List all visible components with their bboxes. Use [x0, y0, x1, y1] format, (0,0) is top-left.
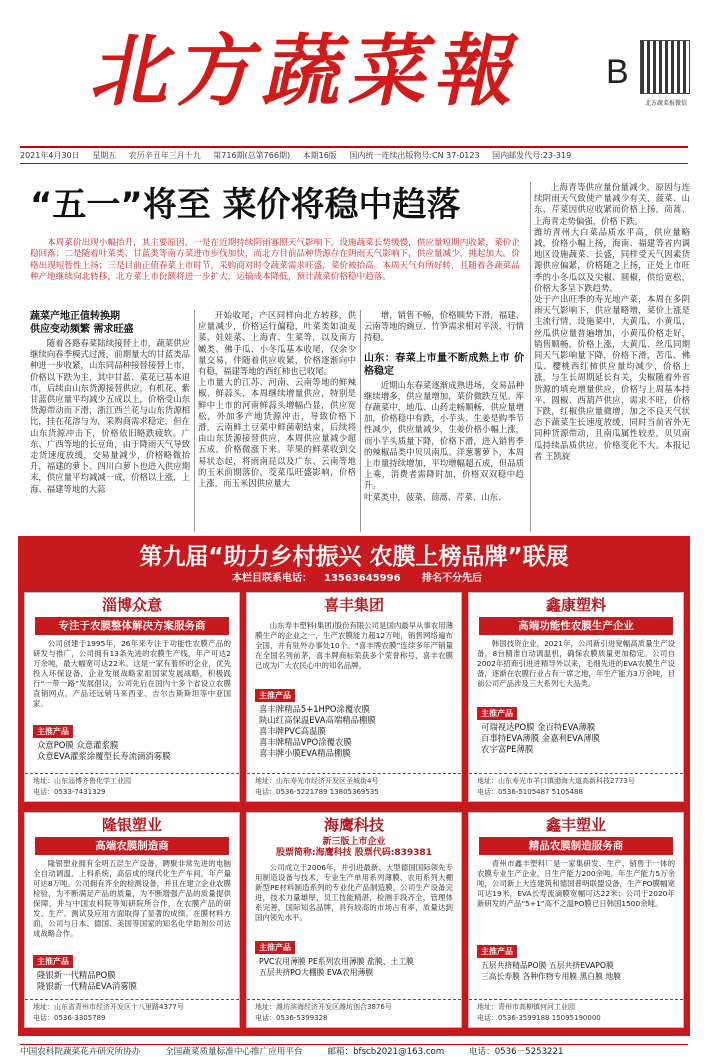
column1-subheading-1: 蔬菜产地正值转换期: [30, 311, 120, 322]
footer-email: 邮箱：bfscb2021@163.com: [327, 1047, 445, 1057]
footer-phone: 电话：0536－5253221: [468, 1047, 564, 1057]
product-item: 隆银新一代精品PO膜: [37, 970, 116, 980]
qr-caption: 北方蔬菜报微信: [644, 100, 687, 107]
company-phone: 电话：0536-3599188 15095190000: [477, 1014, 601, 1022]
product-item: 隆银新一代精品EVA消雾膜: [37, 981, 137, 991]
newspaper-logo-title: 北方蔬菜報: [85, 26, 535, 117]
issue-info-bar: [20, 146, 688, 164]
issue-number: 第716期(总第766期): [213, 151, 291, 160]
company-name: 海鹰科技: [323, 816, 384, 834]
company-intro: 韩国技资企业，2021年，公司新引进宽幅高质量生产设备，8台精准自动调温机，确保农膜质量更加稳定。公司自2002年招商引进进精导外以来，毛细先进的EVA农膜生产设备，逐渐在农膜行业占有一席之地，年生产能力3万余吨，目前公司产品涉及三大系列七大品类。: [477, 639, 675, 688]
article-column-1: [30, 310, 190, 532]
product-item: 陕山红高保温EVA高端精品棚膜: [259, 715, 376, 725]
issue-postal-code: 国内邮发代号:23-319: [492, 151, 572, 160]
product-item: 三高长寿膜 各种作物专用膜 黑白膜 地膜: [481, 972, 621, 981]
product-item: 喜丰牌PVC高温膜: [259, 726, 326, 736]
stock-info: 股票简称:海鹰科技 股票代码:839381: [276, 848, 432, 858]
products-tag: 主推产品: [33, 955, 73, 968]
company-card-longyin: [24, 812, 240, 1028]
company-intro: 公司成立于2006年，并引进最新、大型德国国际领先专用制造设备与技术，专业生产单用系列薄膜、农用系列大棚新型PE材料制造系列的专业化产品制造膜，公司生产设备完进，技术力量雄厚，员工技能精湛，检测手段齐全，管理体系完善，国际知名品牌，具有较高的市场占有率，质量达到国内领先水平。: [255, 863, 453, 922]
page-footer: [20, 1044, 688, 1060]
column3-subheading: 山东：春菜上市量不断成熟上市 价格稳定: [364, 352, 524, 377]
company-contact: [247, 999, 461, 1027]
company-address: 地址：青州市高柳镇何河工业园: [477, 1003, 575, 1011]
company-intro: 公司创建于1995年，26年来专注于功能性农膜产品的研发与推广，公司拥有13条先进的农膜生产线，年产可达2万余吨，最大幅宽可达22米。这是一家有着怀的企业，优先投入环保设备，企业发展战略家祖国家发展战略，积极践行“一带一路”发展倡议，公司先后在国内十多个省设立农膜直销网点，产品还远销马来西亚、吉尔吉斯斯坦等中亚国家。: [33, 639, 231, 708]
products-tag: 主推产品: [477, 945, 517, 958]
article-column-3: [364, 310, 524, 532]
masthead: [0, 0, 708, 148]
company-slogan: 高端农膜制造商: [35, 837, 229, 855]
product-item: 农宇富PE薄膜: [481, 744, 534, 754]
products-tag: 主推产品: [33, 725, 73, 738]
products-tag: 主推产品: [255, 941, 295, 954]
company-contact: [25, 999, 239, 1027]
footer-co-organizer: 中国农科院蔬菜花卉研究所协办: [20, 1047, 141, 1057]
edition-letter: B: [606, 53, 629, 91]
issue-weekday: 星期五: [92, 151, 117, 160]
company-slogan: 高端功能性农膜生产企业: [479, 617, 673, 635]
product-list: [37, 740, 227, 762]
company-address: 地址：山东寿光市羊口镇渤海大道高新科技2773号: [477, 777, 635, 785]
product-list: [481, 722, 671, 755]
company-address: 地址：山东省青州市经济开发区十八里路4377号: [33, 1003, 184, 1011]
product-item: 可瑞视达PO膜 金百特EVA薄膜: [481, 722, 596, 732]
product-item: 众意PO膜 众意灌浆膜: [37, 740, 119, 750]
company-name: 鑫康塑料: [545, 596, 606, 614]
product-item: 众意EVA灌浆涂覆型长寿流滴消雾膜: [37, 751, 171, 761]
column1-body: 随着各路春菜陆续接替上市，蔬菜供应继续向春季模式过渡，前期量大的甘蓝类品种进一步收紧，山东同品种接替接替上市，价格以下跌为主，其中甘蓝、菜花已基本退市，后续由山东货源接替供应，有机花、紫甘蓝供应量平均减少五成以上，价格受山东货源带动而下滑，浙江西兰花与山东货源相比，挂在花溶与为，采购商需求稳定，但在山东货源冲击下，价格依旧略跌疲软。广东、广西等地的长豆角，由于降雨天气导致走货速度放缓，交易量减少，价格略微抬升，福建的萝卜、四川白萝卜也进入供应期末，供应量平均减减一成，价格以上涨，上海、福建等地的大蒜: [30, 338, 190, 494]
product-list: [259, 704, 449, 759]
company-contact: [25, 773, 239, 801]
company-address: 地址：山东淄博齐鲁化学工业园: [33, 777, 131, 785]
product-list: [37, 970, 227, 992]
issue-cn-number: 国内统一连续出版物号:CN 37-0123: [349, 151, 480, 160]
hotline-label: 本栏目联系电话： 13563645996: [231, 573, 401, 584]
column3-body: 近期山东春菜逐渐成熟进场，交易品种继续增多，供应量增加，菜价微跌互见。库存蔬菜中，地瓜、山药走畅顺畅，供应量增加，价格稳中有跌，小芋头、生姜是购季节性减少，供应量减少，生姜价格小幅上涨，而小芋头质量下降，价格下滑，进入销售季的辣椒品类中贝贝南瓜、洋葱薯萝卜，本周上市量持续增加，平均增幅超五成，但品质上乘，消费者需降时加，价格双双稳中趋升。 叶菜类中，菠菜、茼蒿、芹菜、山东、: [364, 379, 524, 502]
company-slogan: 专注于农膜整体解决方案服务商: [35, 617, 229, 635]
issue-date: 2021年4月30日: [20, 151, 80, 160]
product-item: 喜丰牌精品VPO涂覆农膜: [259, 737, 352, 747]
company-contact: [247, 773, 461, 801]
company-address: 地址：山东寿光市经济开发区圣城街4号: [255, 777, 379, 785]
company-slogan: 精品农膜制造服务商: [479, 837, 673, 855]
products-tag: 主推产品: [477, 707, 517, 720]
company-name: 喜丰集团: [323, 596, 384, 614]
column1-subheading-2: 供应变动频繁 需求旺盛: [30, 324, 134, 335]
product-item: 五层共挤PO大棚膜 EVA农用薄膜: [259, 968, 374, 977]
column-divider: [194, 310, 195, 532]
company-name: 隆银塑业: [101, 816, 162, 834]
company-contact: [469, 773, 683, 801]
company-phone: 电话：0536-5105487 5105488: [477, 788, 583, 796]
product-item: 百事特EVA薄膜 金嘉利EVA薄膜: [481, 733, 600, 743]
column-divider: [530, 182, 531, 532]
qr-code-icon: [640, 40, 690, 94]
lead-paragraph: 本周菜价出现小幅抬升，其主要原因，一是在近期持续阴雨寡照天气影响下，设施蔬菜长势缓慢，供应量短期内收紧，菜价企稳回落；二是随着叶菜类、甘蓝类等南方菜进市步伐加快，而北方目前品种货源存在阴雨天气影响下，供应量减少，挑起加大，价格出现短暂性上扬；三是目前正值春菜上市时节，采购商对时令蔬菜需求旺盛，菜价被抬高。本周天气有所好转，且随着各蔬菜品种产地继续向北转移，北方菜上市份额将进一步扩大，运输成本降低，预计蔬菜价格稳中趋落。: [30, 238, 520, 283]
listing-note: 新三版上市企业: [322, 837, 386, 847]
product-item: 喜丰牌小膜EVA精品棚膜: [259, 748, 351, 758]
issue-pages: 本期16版: [302, 151, 337, 160]
product-list: [259, 956, 449, 978]
company-intro: 隆银塑业拥有全明五层生产设备，聘聚非常先进的电脑全自动调温、上料系统，高倍成的现代化生产车间，年产量可达8万吨。公司拥有齐全的检测设备，并且在建立企业农膜检验，为不断满足产品的质量，为不断增强产品的质量提供保障，并与中国农科院等知研院所合作，在农膜产品的研发、生产、测试及应用方面取得了显著的成绩。在膜材料方面，公司与日本、德国、美国等国家的知名化学助剂公司达成战略合作。: [33, 859, 231, 938]
product-item: PVC农用薄膜 PE系列农用薄膜 盐膜、土工膜: [259, 957, 414, 966]
company-name: 淄博众意: [101, 596, 162, 614]
company-phone: 电话：0536-5221789 13805369535: [255, 788, 379, 796]
company-name: 鑫丰塑业: [545, 816, 606, 834]
article-column-4: 上海青等供应量份量减少，原因与连续阴雨天气致使产量减少有关，菠菜、山东、芹菜因供应收紧而价格上扬，茼蒿、上海青走势偏强，价格下跌。 潍坊青州大白菜品质水平高，供应量略减，价格小幅上扬，海南、福建等省内调地区设施蔬菜、长盛，同样受天气因素货源供应偏紧，价格随之上扬，正处上市旺季的小冬瓜以及尖椒、圆椒，供给宽松，价格大多呈下跌趋势。 处于产出旺季的寿光地产菜，本周在多阴雨天气影响下，供应量略增，菜价上涨是主流行情，设施菜中，大黄瓜、小黄瓜、丝瓜供应量普遍增加，小黄瓜价格走好，销售顺畅，价格上涨，大黄瓜、丝瓜同期同天气影响量下降，价格下滑，苦瓜、佛瓜、樱桃西红柿供应量均减少，价格上涨，与生长周期延长有关，尖椒随着外省货源的填充增量供应，价格与上周基本持平，圆椒、西葫芦供应，需求不旺，价格下跌，红椒供应量微增，加之不良天气状态下蔬菜生长速度放缓，同时当前省外无同种货源带动，且南瓜属性较差，贝贝南瓜持续品质供应，价格变化不大。本报记者 王凯旋: [534, 182, 690, 461]
company-intro: 青州市鑫丰塑料厂是一家集研发、生产、销售于一体的农膜专业生产企业，日生产能力200余吨，年生产能力5万余吨，公司新上大连建筑和德国普明联盟设备，生产PO膜幅宽可达19米，EVA长寿流滴膜宽幅可达22米；公司于2020年新研发的产品“5+1”高不之温PO膜已日韩国1500余吨。: [477, 859, 675, 908]
company-phone: 电话：0536-3305789: [33, 1014, 106, 1022]
company-card-xifeng: [246, 592, 462, 802]
company-card-haiying: [246, 812, 462, 1028]
ad-section-title: 第九届“助力乡村振兴 农膜上榜品牌”联展: [139, 544, 569, 570]
product-list: [481, 960, 671, 982]
company-card-xinkang: [468, 592, 684, 802]
ad-section-subtitle: [18, 572, 690, 586]
company-card-xinfeng: [468, 812, 684, 1028]
company-phone: 电话：0533-7431329: [33, 788, 106, 796]
order-note: 排名不分先后: [422, 573, 483, 584]
company-address: 地址：潍坊滨海经济开发区潍坊创合3876号: [255, 1003, 392, 1011]
company-intro: 山东寿丰塑料(集团)股份有限公司是国内最早从事农用薄膜生产的企业之一，生产农膜能力超12万吨，销售网络遍布全国，并有驻外办事处10个。“喜丰牌农膜”连续多年产销量在全国名列前茅，喜丰牌商标荣获多个荣誉称号，喜丰农膜已成为广大农民心中的知名品牌。: [255, 621, 453, 670]
main-headline: “五一”将至 菜价将稳中趋落: [30, 185, 461, 225]
article-column-2: 开始收尾，产区同样向北方转移，供应量减少，价格运行偏稳，叶菜类如油麦菜、娃娃菜、上海青、生菜等，以及南方嫩类、佛手瓜、小冬瓜基本收尾，仅余少量交易，伴随着供应收紧，价格逐渐向中有稳，福建等地的西红柿也已收尾。 上市量大的江苏、河南、云南等地的鲜辣椒、鲜蒜头，本周继续增量供应，特别是鲜中上市的河南鲜蒜头增幅凸显，供应宽松，外加多产地货源冲击，导致价格下滑，云南鲜土豆菜中鲜菌朝结束，后续将由山东货源接替供应，本周供应量减少超五成，价格微涨下来。苹果的鲜菜收到交易状态起，将雨南昆以及广东、云南等地的玉米前期落价，茭菜瓜旺盛影响，价格上涨，而玉米因供应量大: [198, 310, 356, 489]
product-item: 喜丰牌精品5+1HPO涂覆农膜: [259, 704, 370, 714]
company-card-zibo-zhongyi: [24, 592, 240, 802]
footer-platform: 全国蔬菜质量标准中心推广应用平台: [165, 1047, 303, 1057]
issue-lunar-date: 农历辛丑年三月十九: [128, 151, 201, 160]
product-item: 五层共挤精品PO膜 五层共挤EVAPO膜: [481, 961, 614, 970]
column-divider: [360, 310, 361, 532]
column3-body-top: 增，销售不畅，价格顺势下滑，福建、云南等地的豌豆、竹笋需求相对平淡，行情持稳。: [364, 310, 524, 343]
products-tag: 主推产品: [255, 689, 295, 702]
company-contact: [469, 999, 683, 1027]
company-phone: 电话：0536-5399328: [255, 1014, 328, 1022]
